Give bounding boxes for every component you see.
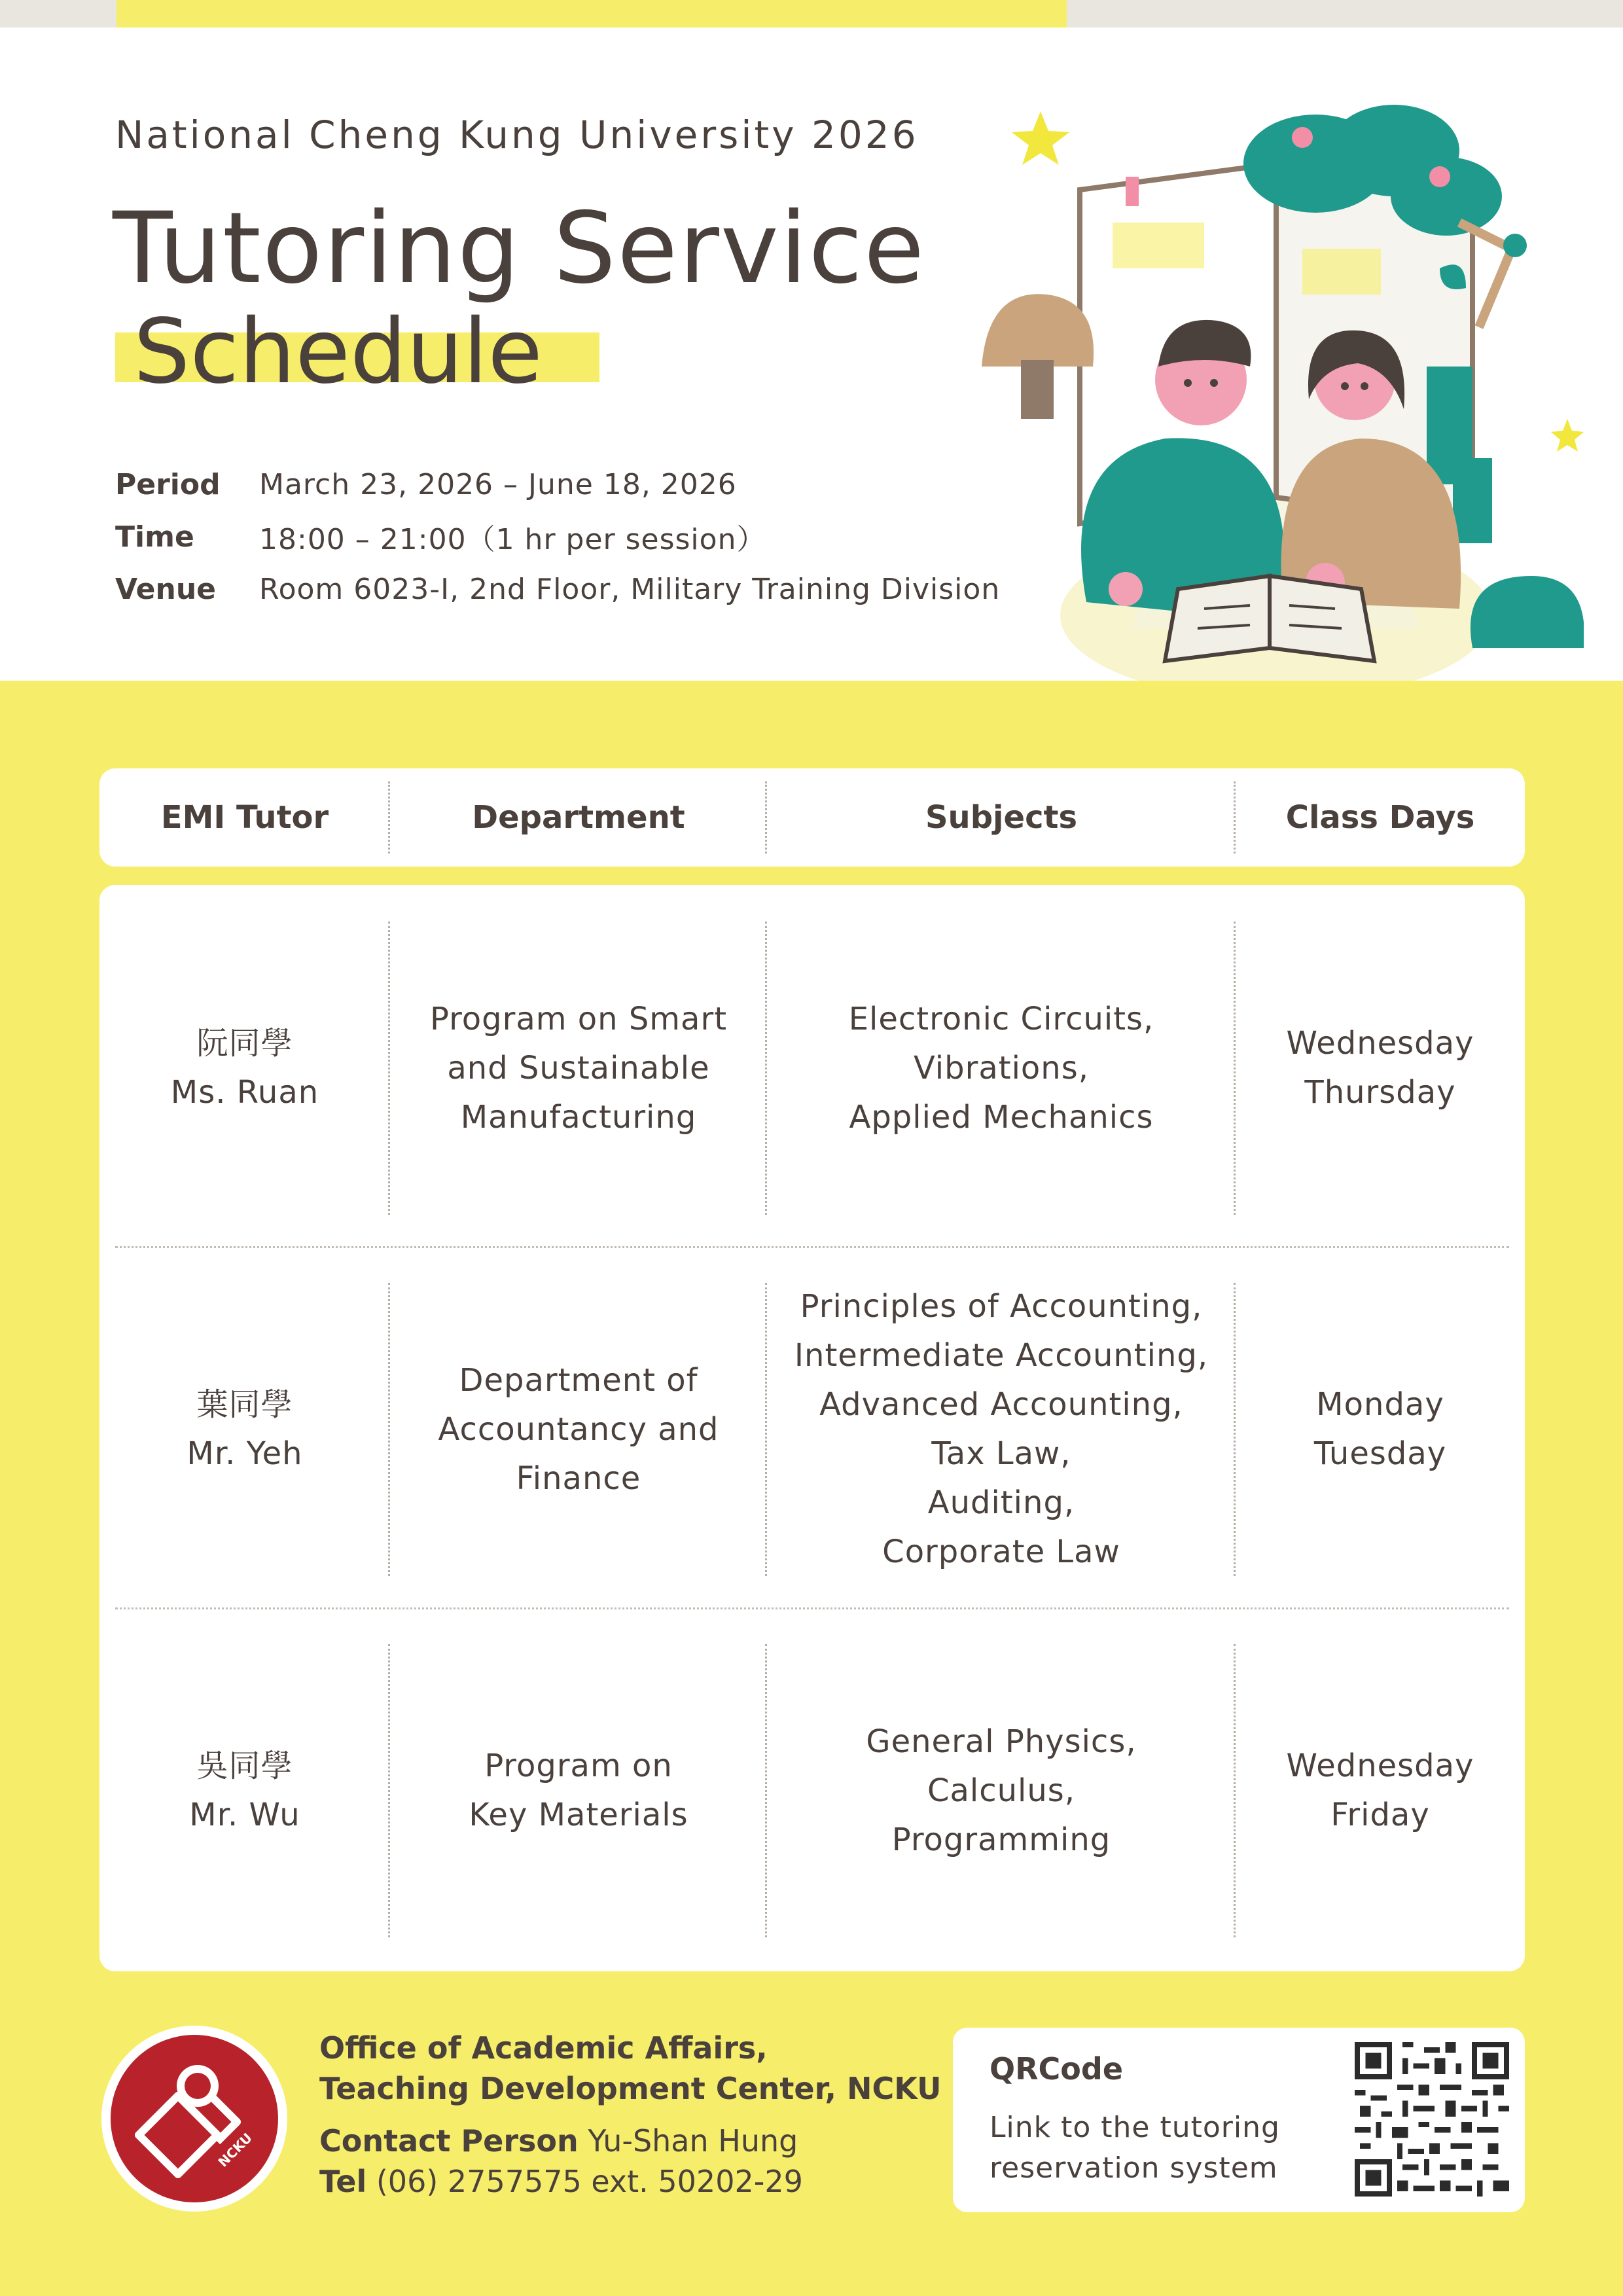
subject-line: Calculus, — [927, 1772, 1076, 1809]
qr-card — [953, 2028, 1525, 2212]
qr-title: QRCode — [990, 2051, 1124, 2087]
tutor-chinese-name: 吳同學 — [196, 1748, 293, 1784]
page-title: Tutoring Service — [113, 192, 926, 306]
subject-line: Advanced Accounting, — [819, 1386, 1183, 1423]
subject-line: Electronic Circuits, — [848, 1000, 1154, 1037]
day-line: Wednesday — [1286, 1748, 1474, 1784]
info-label: Time — [115, 520, 194, 554]
subject-line: Applied Mechanics — [849, 1098, 1154, 1136]
info-label: Period — [115, 467, 221, 501]
page-title-highlight — [115, 300, 543, 404]
page-subtitle: National Cheng Kung University 2026 — [115, 113, 919, 157]
day-line: Wednesday — [1286, 1025, 1474, 1062]
cell-tutor — [99, 1621, 390, 1961]
contact-name: Yu-Shan Hung — [588, 2123, 798, 2159]
subject-line: Auditing, — [927, 1484, 1075, 1521]
contact-tel — [319, 2161, 941, 2202]
tutor-english-name: Mr. Yeh — [187, 1435, 303, 1472]
star-icon — [1551, 419, 1584, 452]
office-name-line1: Office of Academic Affairs, — [319, 2030, 768, 2066]
subject-line: Principles of Accounting, — [800, 1288, 1203, 1325]
qr-description-line: reservation system — [990, 2151, 1278, 2185]
table-row — [99, 1259, 1525, 1600]
department-line: Department of — [459, 1361, 698, 1399]
cell-days — [1236, 1259, 1525, 1600]
cell-subjects — [767, 898, 1236, 1238]
row-divider — [115, 1246, 1509, 1248]
subject-line: General Physics, — [866, 1723, 1137, 1760]
event-info — [115, 458, 1000, 615]
tutor-english-name: Ms. Ruan — [170, 1074, 319, 1111]
cell-department — [390, 1259, 767, 1600]
star-icon — [1012, 111, 1069, 165]
column-header-days: Class Days — [1285, 799, 1475, 836]
tutor-english-name: Mr. Wu — [189, 1797, 300, 1833]
logo-text: NCKU — [215, 2130, 255, 2170]
ncku-logo-icon — [99, 2024, 289, 2214]
cell-days — [1236, 1621, 1525, 1961]
department-line: Program on Smart — [429, 1000, 728, 1037]
info-value: March 23, 2026 – June 18, 2026 — [259, 467, 737, 501]
contact-label: Contact Person — [319, 2123, 579, 2159]
tutoring-illustration — [969, 92, 1584, 720]
info-row-time — [115, 511, 1000, 563]
subject-line: Intermediate Accounting, — [794, 1337, 1209, 1374]
contact-person — [319, 2121, 941, 2161]
department-line: Program on — [484, 1748, 673, 1784]
qr-description — [990, 2108, 1280, 2189]
department-line: Accountancy and — [438, 1410, 719, 1448]
day-line: Tuesday — [1313, 1435, 1447, 1472]
top-strip-accent — [116, 0, 1067, 27]
column-header-tutor: EMI Tutor — [99, 768, 390, 867]
day-line: Thursday — [1304, 1074, 1456, 1111]
cell-subjects — [767, 1259, 1236, 1600]
info-value: Room 6023-I, 2nd Floor, Military Training Division — [259, 572, 1001, 606]
department-line: Finance — [516, 1460, 641, 1497]
tutor-chinese-name: 葉同學 — [196, 1386, 293, 1423]
column-header-department: Department — [390, 768, 767, 867]
cell-days — [1236, 898, 1525, 1238]
page-title-line2: Schedule — [134, 300, 543, 404]
qr-description-line: Link to the tutoring — [990, 2111, 1280, 2144]
subject-line: Tax Law, — [931, 1435, 1071, 1472]
cell-subjects — [767, 1621, 1236, 1961]
office-name-line2: Teaching Development Center, NCKU — [319, 2071, 942, 2106]
day-line: Monday — [1316, 1386, 1444, 1423]
cell-department — [390, 1621, 767, 1961]
info-label: Venue — [115, 572, 216, 606]
day-line: Friday — [1330, 1797, 1430, 1833]
info-value: 18:00 – 21:00（1 hr per session） — [259, 523, 766, 556]
row-divider — [115, 1607, 1509, 1609]
cell-tutor — [99, 898, 390, 1238]
subject-line: Corporate Law — [882, 1534, 1120, 1570]
table-row — [99, 898, 1525, 1238]
tutor-chinese-name: 阮同學 — [196, 1025, 293, 1062]
cell-department — [390, 898, 767, 1238]
department-line: Manufacturing — [460, 1098, 697, 1136]
tel-label: Tel — [319, 2164, 367, 2199]
subject-line: Programming — [891, 1821, 1111, 1858]
schedule-table — [99, 885, 1525, 1971]
table-row — [99, 1621, 1525, 1961]
tel-value: (06) 2757575 ext. 50202-29 — [376, 2164, 803, 2199]
column-header-subjects: Subjects — [767, 768, 1236, 867]
contact-info — [319, 2028, 941, 2202]
qr-code-icon[interactable] — [1355, 2042, 1509, 2197]
info-row-period — [115, 458, 1000, 511]
department-line: Key Materials — [469, 1797, 688, 1833]
cell-tutor — [99, 1259, 390, 1600]
info-row-venue — [115, 563, 1000, 615]
subject-line: Vibrations, — [914, 1049, 1089, 1086]
department-line: and Sustainable — [447, 1049, 710, 1086]
table-header — [99, 768, 1525, 867]
